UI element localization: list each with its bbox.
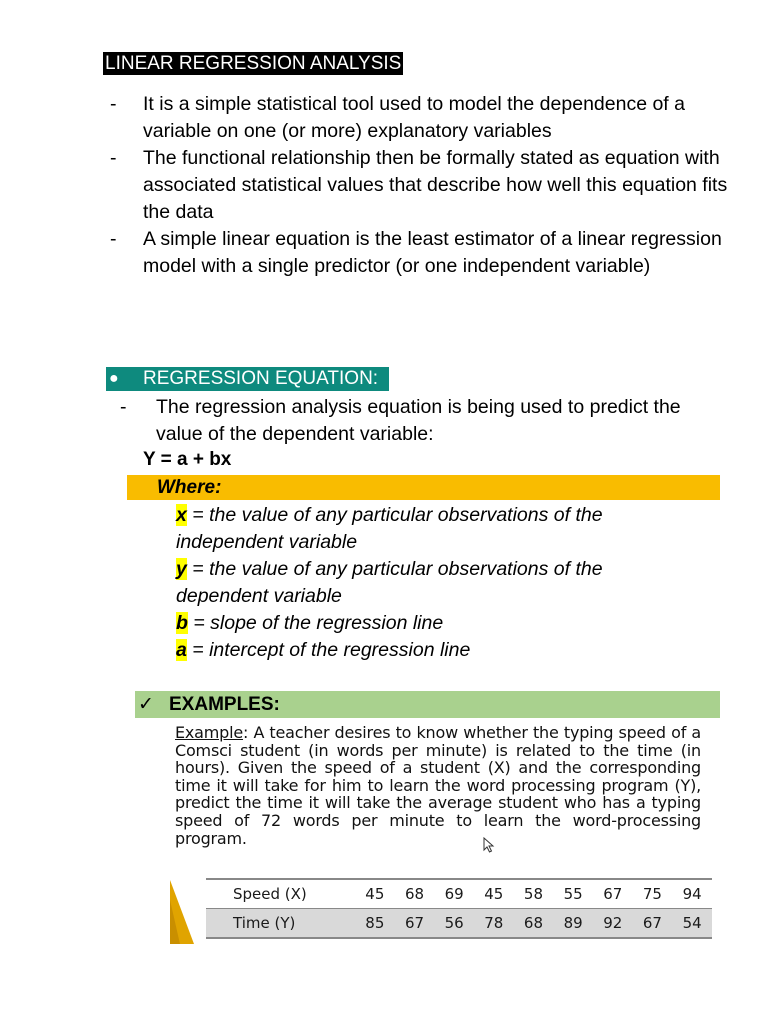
bullet-dash: - (110, 147, 117, 169)
where-label: Where: (157, 477, 222, 498)
table-cell: 55 (553, 879, 593, 909)
bullet-item (110, 91, 730, 145)
row-header: Time (Y) (206, 909, 355, 939)
bullet-text: A simple linear equation is the least estimator of a linear regression model with a single predictor (or one independent variable) (143, 228, 722, 277)
table-row (206, 909, 712, 939)
table-cell: 56 (434, 909, 474, 939)
variable-symbol: b (176, 612, 188, 634)
table-cell: 69 (434, 879, 474, 909)
examples-heading (135, 691, 720, 718)
regression-equation-heading (106, 367, 389, 391)
definition-text: = the value of any particular observations of the (186, 558, 603, 580)
table-cell: 67 (633, 909, 673, 939)
definition-text: = the value of any particular observations of the (186, 504, 603, 526)
bullet-text: It is a simple statistical tool used to model the dependence of a variable on one (or more) explanatory variables (143, 93, 685, 142)
triangle-decoration-icon (170, 880, 194, 944)
definition-line (176, 502, 696, 529)
table-cell: 78 (474, 909, 514, 939)
regression-formula: Y = a + bx (143, 449, 232, 470)
table-row (206, 879, 712, 909)
table-cell: 94 (672, 879, 712, 909)
definition-line (176, 556, 696, 583)
page-title: LINEAR REGRESSION ANALYSIS (105, 53, 402, 74)
examples-heading-label: EXAMPLES: (169, 694, 280, 715)
speed-time-table (206, 878, 712, 939)
bullet-text: The functional relationship then be formally stated as equation with associated statistical values that describe how well this equation fits the data (143, 147, 728, 223)
bullet-item (110, 226, 730, 280)
definition-line (176, 610, 696, 637)
bullet-dash: - (120, 396, 127, 418)
example-label: Example (175, 723, 244, 742)
table-cell: 75 (633, 879, 673, 909)
table-cell: 45 (474, 879, 514, 909)
example-paragraph (175, 724, 701, 847)
table-cell: 58 (514, 879, 554, 909)
definition-text: = slope of the regression line (187, 612, 444, 634)
table-cell: 54 (672, 909, 712, 939)
table-cell: 92 (593, 909, 633, 939)
table-cell: 67 (593, 879, 633, 909)
regression-heading-label: REGRESSION EQUATION: (143, 368, 379, 389)
definition-line: independent variable (176, 531, 358, 553)
bullet-dot-icon: ● (109, 370, 119, 387)
bullet-item (110, 145, 730, 226)
mouse-pointer-icon (483, 837, 495, 853)
table-cell: 68 (514, 909, 554, 939)
table-cell: 85 (355, 909, 395, 939)
regression-description-text: The regression analysis equation is being used to predict the value of the dependent variable: (156, 396, 681, 445)
variable-symbol: a (176, 639, 187, 661)
intro-bullet-list (110, 91, 730, 280)
variable-symbol: x (176, 504, 187, 526)
bullet-dash: - (110, 93, 117, 115)
table-cell: 45 (355, 879, 395, 909)
definition-line (176, 637, 696, 664)
definition-line: dependent variable (176, 585, 342, 607)
variable-definitions (176, 502, 696, 664)
definition-text: = intercept of the regression line (186, 639, 471, 661)
row-header: Speed (X) (206, 879, 355, 909)
table-cell: 89 (553, 909, 593, 939)
where-bar (127, 475, 720, 500)
bullet-dash: - (110, 228, 117, 250)
checkmark-icon: ✓ (138, 694, 154, 715)
table-cell: 68 (395, 879, 435, 909)
variable-symbol: y (176, 558, 187, 580)
table-cell: 67 (395, 909, 435, 939)
example-body: : A teacher desires to know whether the typing speed of a Comsci student (in words per minute) is related to the time (in hours). Given the speed of a student (X) and the corresponding time it will take for him to learn the word processing program (Y), predict the time it will take the average student who has a typing speed of 72 words per minute to learn the word-processing program. (175, 723, 701, 848)
